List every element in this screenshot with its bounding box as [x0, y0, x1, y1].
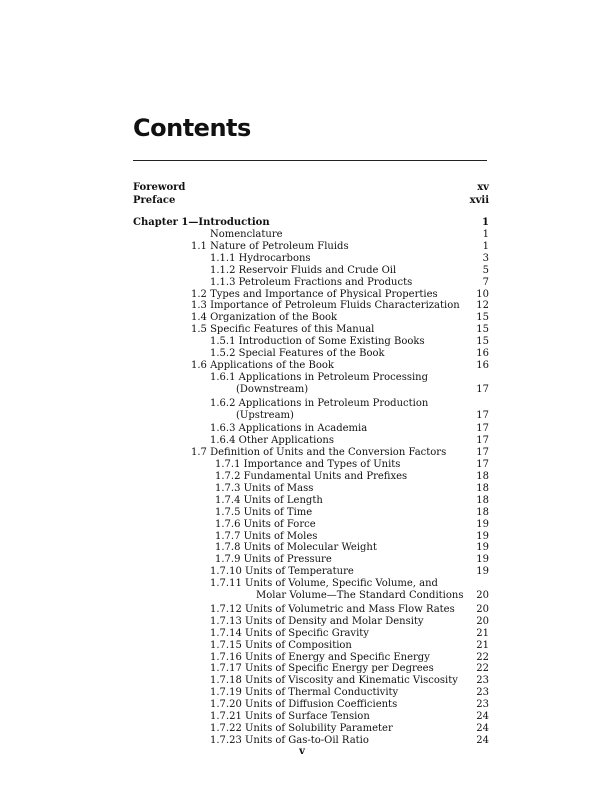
toc-entry — [0, 578, 604, 590]
toc-entry — [0, 229, 604, 241]
toc-entry — [0, 324, 604, 336]
toc-entry-title: 1.5.2 Special Features of the Book — [210, 348, 385, 359]
toc-entry-page: xvii — [469, 194, 489, 206]
toc-entry-page: 24 — [476, 722, 489, 734]
toc-entry-title: 1.7.16 Units of Energy and Specific Energy — [210, 651, 430, 663]
toc-entry-title: 1.1.1 Hydrocarbons — [210, 252, 311, 264]
toc-entry-title: 1.7.18 Units of Viscosity and Kinematic Viscosity — [210, 675, 458, 687]
toc-entry-page: 7 — [482, 276, 489, 288]
toc-entry — [0, 723, 604, 735]
toc-entry-page: 15 — [476, 336, 489, 348]
toc-entry-title: 1.4 Organization of the Book — [191, 312, 338, 324]
toc-entry-page: 18 — [476, 482, 489, 494]
toc-entry-title: 1.5.1 Introduction of Some Existing Books — [210, 336, 425, 348]
toc-entry-title: 1.1.3 Petroleum Fractions and Products — [210, 276, 413, 288]
toc-entry-page: 19 — [476, 554, 489, 566]
toc-entry-title: 1.6.3 Applications in Academia — [210, 423, 368, 435]
toc-entry — [0, 398, 604, 410]
toc-entry-title: Molar Volume—The Standard Conditions — [256, 590, 464, 601]
toc-entry-page: 22 — [476, 651, 489, 663]
toc-entry — [0, 531, 604, 543]
toc-entry-page: 22 — [476, 663, 489, 675]
toc-entry-title: 1.7.10 Units of Temperature — [210, 566, 354, 578]
toc-entry-title: (Upstream) — [236, 409, 294, 421]
toc-entry-title: 1.7.2 Fundamental Units and Prefixes — [215, 471, 408, 482]
toc-entry-title: 1.6.1 Applications in Petroleum Processing — [210, 371, 428, 383]
toc-entry-title: 1.2 Types and Importance of Physical Properties — [191, 288, 438, 300]
toc-entry — [0, 435, 604, 447]
toc-entry-page: 5 — [482, 264, 489, 276]
toc-entry-title: 1.7.15 Units of Composition — [210, 639, 352, 651]
page-title: Contents — [133, 114, 251, 142]
toc-entry — [0, 300, 604, 312]
toc-entry — [0, 616, 604, 628]
toc-entry-title: 1.7.1 Importance and Types of Units — [215, 459, 401, 471]
toc-entry-page: 19 — [476, 542, 489, 554]
toc-entry-title: 1.1 Nature of Petroleum Fluids — [191, 240, 349, 252]
toc-entry-page: 20 — [476, 590, 489, 601]
toc-entry — [0, 348, 604, 360]
toc-entry — [0, 423, 604, 435]
toc-entry-title: 1.7.7 Units of Moles — [215, 530, 318, 542]
toc-entry-title: 1.7.6 Units of Force — [215, 518, 316, 530]
toc-entry-page: 18 — [476, 494, 489, 506]
toc-entry — [0, 628, 604, 640]
toc-entry — [0, 652, 604, 664]
toc-entry — [0, 372, 604, 384]
toc-entry-page: 19 — [476, 566, 489, 578]
toc-entry-title: 1.5 Specific Features of this Manual — [191, 324, 375, 336]
title-rule — [133, 160, 487, 161]
toc-entry — [0, 253, 604, 265]
page-number: v — [299, 746, 305, 757]
toc-entry-title: Preface — [133, 194, 176, 206]
toc-entry-title: 1.7.17 Units of Specific Energy per Degrees — [210, 663, 434, 675]
toc-entry-title: 1.6 Applications of the Book — [191, 359, 334, 371]
toc-entry — [0, 241, 604, 253]
toc-entry — [0, 507, 604, 519]
chapter-heading — [0, 217, 604, 229]
toc-entry-title: 1.7.21 Units of Surface Tension — [210, 711, 370, 722]
toc-entry-title: 1.7.22 Units of Solubility Parameter — [210, 722, 393, 734]
toc-entry-page: 18 — [476, 471, 489, 482]
toc-entry-page: 17 — [476, 435, 489, 447]
toc-entry — [0, 459, 604, 471]
toc-entry-page: 24 — [476, 734, 489, 746]
toc-entry-title: 1.7.12 Units of Volumetric and Mass Flow Rates — [210, 603, 455, 615]
toc-entry-page: 19 — [476, 518, 489, 530]
toc-entry-page: xv — [477, 182, 489, 193]
toc-entry-page: 15 — [476, 324, 489, 336]
toc-entry-page: 17 — [476, 423, 489, 435]
toc-entry — [0, 312, 604, 324]
toc-entry-page: 17 — [476, 383, 489, 395]
toc-entry — [0, 336, 604, 348]
toc-entry-page: 10 — [476, 288, 489, 300]
toc-entry-continuation — [0, 410, 604, 422]
toc-entry — [0, 554, 604, 566]
toc-entry-page: 18 — [476, 506, 489, 518]
toc-entry-page: 1 — [482, 229, 489, 240]
toc-entry-page: 16 — [476, 359, 489, 371]
front-matter-entry — [0, 182, 604, 194]
toc-entry-title: Chapter 1—Introduction — [133, 217, 270, 228]
toc-entry — [0, 277, 604, 289]
toc-entry-title: (Downstream) — [236, 383, 309, 395]
toc-entry-page: 17 — [476, 409, 489, 421]
toc-entry-title: 1.7.19 Units of Thermal Conductivity — [210, 687, 399, 699]
toc-entry-page: 12 — [476, 300, 489, 312]
toc-entry-title: 1.7 Definition of Units and the Conversion Factors — [191, 447, 447, 459]
toc-entry — [0, 483, 604, 495]
toc-entry-page: 15 — [476, 312, 489, 324]
toc-entry-page: 21 — [476, 639, 489, 651]
toc-entry-page: 24 — [476, 711, 489, 722]
toc-entry-title: 1.7.8 Units of Molecular Weight — [215, 542, 377, 554]
toc-entry-title: 1.7.13 Units of Density and Molar Density — [210, 615, 424, 627]
toc-entry-title: 1.7.9 Units of Pressure — [215, 554, 332, 566]
toc-entry — [0, 447, 604, 459]
toc-entry-page: 17 — [476, 447, 489, 459]
toc-entry-title: 1.6.4 Other Applications — [210, 435, 334, 447]
toc-entry-page: 3 — [482, 252, 489, 264]
toc-entry-page: 19 — [476, 530, 489, 542]
front-matter-entry — [0, 195, 604, 207]
toc-entry-page: 23 — [476, 687, 489, 699]
toc-entry-page: 17 — [476, 459, 489, 471]
toc-entry-title: 1.7.14 Units of Specific Gravity — [210, 627, 369, 639]
toc-entry-title: 1.7.4 Units of Length — [215, 494, 323, 506]
toc-entry — [0, 640, 604, 652]
toc-entry-page: 20 — [476, 603, 489, 615]
toc-entry-page: 1 — [482, 240, 489, 252]
toc-entry — [0, 675, 604, 687]
toc-entry-page: 16 — [476, 348, 489, 359]
toc-entry — [0, 566, 604, 578]
toc-entry-title: 1.7.20 Units of Diffusion Coefficients — [210, 699, 398, 711]
toc-entry — [0, 699, 604, 711]
toc-entry — [0, 265, 604, 277]
toc-entry — [0, 711, 604, 723]
toc-entry — [0, 663, 604, 675]
toc-entry — [0, 471, 604, 483]
toc-entry-continuation — [0, 590, 604, 602]
toc-entry-title: Foreword — [133, 182, 186, 193]
toc-entry — [0, 495, 604, 507]
toc-entry-title: 1.7.11 Units of Volume, Specific Volume, and — [210, 578, 438, 590]
toc-entry-title: 1.6.2 Applications in Petroleum Production — [210, 397, 429, 409]
toc-entry-page: 23 — [476, 699, 489, 711]
toc-entry-title: 1.3 Importance of Petroleum Fluids Characterization — [191, 300, 460, 312]
toc-entry-title: 1.1.2 Reservoir Fluids and Crude Oil — [210, 264, 397, 276]
toc-entry — [0, 360, 604, 372]
toc-entry — [0, 289, 604, 301]
toc-entry-title: Nomenclature — [210, 229, 283, 240]
toc-entry-page: 21 — [476, 627, 489, 639]
toc-entry — [0, 542, 604, 554]
toc-entry-title: 1.7.23 Units of Gas-to-Oil Ratio — [210, 734, 369, 746]
toc-entry-page: 23 — [476, 675, 489, 687]
toc-entry — [0, 687, 604, 699]
toc-entry-title: 1.7.5 Units of Time — [215, 506, 313, 518]
toc-entry — [0, 519, 604, 531]
toc-entry-title: 1.7.3 Units of Mass — [215, 482, 314, 494]
toc-entry-page: 1 — [482, 217, 489, 228]
toc-entry-continuation — [0, 384, 604, 396]
toc-entry — [0, 604, 604, 616]
toc-entry-page: 20 — [476, 615, 489, 627]
toc-entry — [0, 735, 604, 747]
